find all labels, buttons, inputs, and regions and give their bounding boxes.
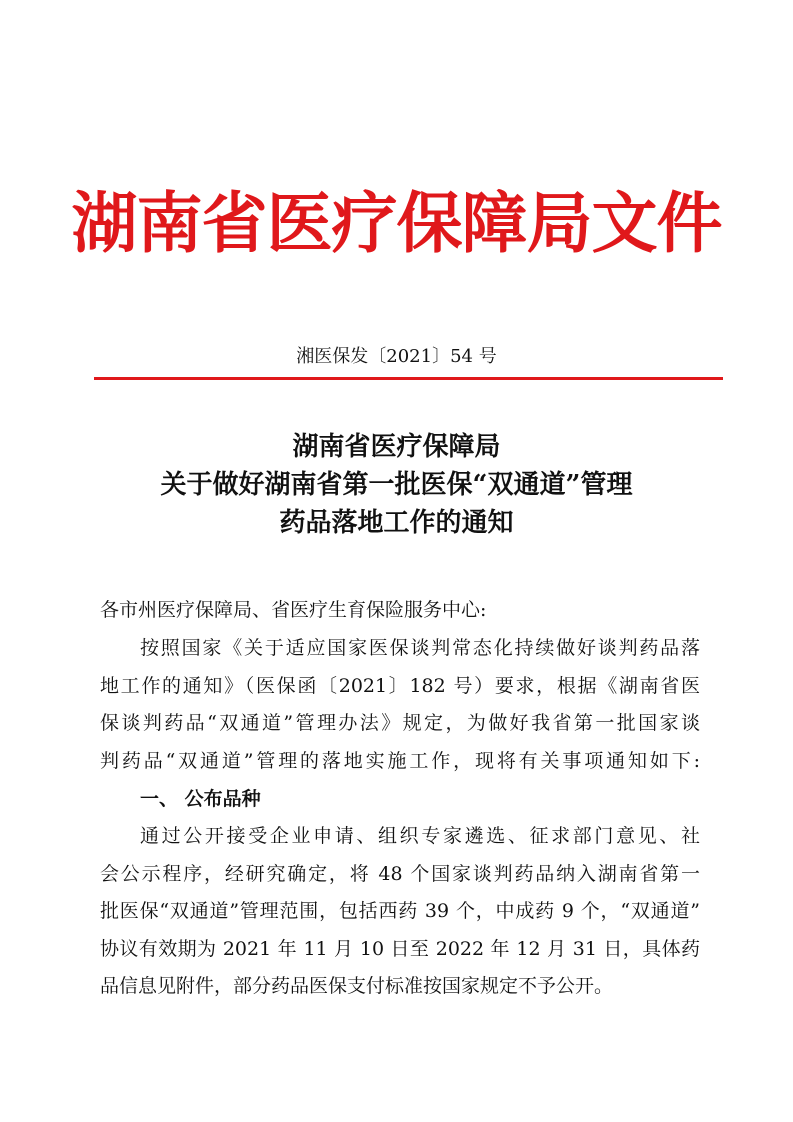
document-title — [60, 428, 733, 542]
paragraph-line: 批医保“双通道”管理范围，包括西药 39 个，中成药 9 个，“双通道” — [100, 900, 700, 923]
paragraph-line: 地工作的通知》（医保函〔2021〕182 号）要求，根据《湖南省医 — [100, 674, 700, 697]
red-divider-line — [94, 377, 723, 380]
title-line-1: 湖南省医疗保障局 — [292, 432, 501, 462]
paragraph-line: 判药品“双通道”管理的落地实施工作，现将有关事项通知如下: — [100, 749, 700, 772]
paragraph-varieties — [100, 818, 700, 1006]
title-line-3: 药品落地工作的通知 — [279, 508, 514, 538]
paragraph-intro — [100, 630, 700, 780]
paragraph-line: 会公示程序，经研究确定，将 48 个国家谈判药品纳入湖南省第一 — [100, 862, 700, 885]
salutation: 各市州医疗保障局、省医疗生育保险服务中心: — [100, 599, 487, 621]
document-number: 湘医保发〔2021〕54 号 — [296, 346, 497, 367]
title-line-2: 关于做好湖南省第一批医保“双通道”管理 — [160, 470, 633, 500]
paragraph-line: 协议有效期为 2021 年 11 月 10 日至 2022 年 12 月 31 日，具体药 — [100, 937, 700, 960]
paragraph-line: 通过公开接受企业申请、组织专家遴选、征求部门意见、社 — [140, 825, 700, 847]
paragraph-line: 品信息见附件，部分药品医保支付标准按国家规定不予公开。 — [100, 975, 614, 998]
paragraph-line: 按照国家《关于适应国家医保谈判常态化持续做好谈判药品落 — [140, 637, 700, 659]
section-heading: 一、 公布品种 — [140, 788, 261, 810]
letterhead-title: 湖南省医疗保障局文件 — [71, 184, 722, 262]
paragraph-line: 保谈判药品“双通道”管理办法》规定，为做好我省第一批国家谈 — [100, 712, 700, 735]
